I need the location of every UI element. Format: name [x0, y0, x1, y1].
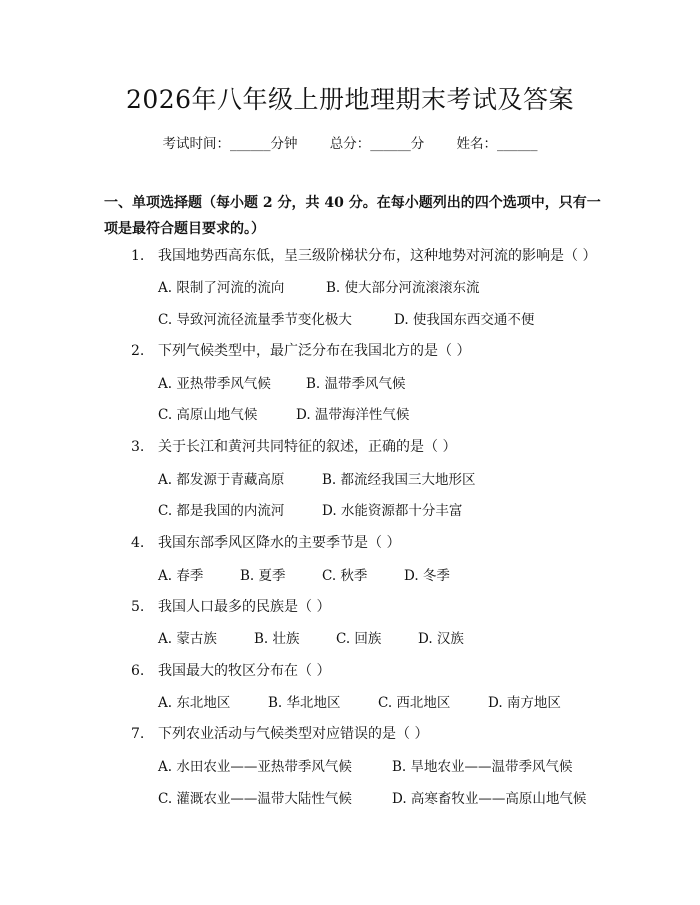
- option: A. 水田农业——亚热带季风气候: [158, 759, 352, 775]
- option-row: [158, 468, 498, 488]
- question-text: 我国东部季风区降水的主要季节是（ ）: [158, 535, 401, 551]
- question-text: 下列农业活动与气候类型对应错误的是（ ）: [158, 726, 429, 742]
- option: C. 导致河流径流量季节变化极大: [158, 312, 352, 328]
- option: C. 高原山地气候: [158, 407, 258, 423]
- total-score-field: 总分：______分: [329, 136, 425, 152]
- option: D. 水能资源都十分丰富: [322, 503, 463, 519]
- option: C. 秋季: [322, 568, 368, 584]
- option-row: [158, 276, 502, 296]
- question-number: 3.: [131, 439, 145, 455]
- page-title: 2026年八年级上册地理期末考试及答案: [125, 85, 575, 114]
- option: D. 汉族: [418, 631, 464, 647]
- question-number: 4.: [131, 535, 145, 551]
- option: B. 华北地区: [268, 695, 341, 711]
- option: A. 都发源于青藏高原: [158, 472, 285, 488]
- option: A. 蒙古族: [158, 631, 217, 647]
- option-row: [158, 308, 556, 328]
- question: [131, 723, 428, 743]
- option: D. 温带海洋性气候: [296, 407, 410, 423]
- option: B. 夏季: [240, 568, 286, 584]
- option-row: [158, 627, 486, 647]
- question-number: 6.: [131, 663, 145, 679]
- option-row: [158, 499, 484, 519]
- exam-info: [0, 132, 700, 152]
- option: C. 灌溉农业——温带大陆性气候: [158, 791, 352, 807]
- question: [131, 660, 330, 680]
- question: [131, 245, 596, 265]
- option-row: [158, 372, 428, 392]
- question-text: 关于长江和黄河共同特征的叙述，正确的是（ ）: [158, 439, 457, 455]
- question: [131, 596, 330, 616]
- option: B. 旱地农业——温带季风气候: [392, 759, 573, 775]
- question: [131, 532, 400, 552]
- option: B. 壮族: [254, 631, 300, 647]
- option: A. 春季: [158, 568, 204, 584]
- option-row: [158, 787, 608, 807]
- question-number: 5.: [131, 599, 145, 615]
- option: A. 亚热带季风气候: [158, 376, 271, 392]
- question-number: 1.: [131, 248, 145, 264]
- question-text: 我国人口最多的民族是（ ）: [158, 599, 331, 615]
- option: A. 东北地区: [158, 695, 231, 711]
- option: A. 限制了河流的流向: [158, 280, 285, 296]
- option: D. 使我国东西交通不便: [394, 312, 535, 328]
- section-heading: 一、单项选择题（每小题 2 分，共 40 分。在每小题列出的四个选项中，只有一项是最符合题目要求的。）: [104, 195, 601, 237]
- option-row: [158, 564, 472, 584]
- exam-time-field: 考试时间：______分钟: [162, 136, 298, 152]
- question-text: 我国最大的牧区分布在（ ）: [158, 663, 331, 679]
- option: B. 都流经我国三大地形区: [322, 472, 476, 488]
- question: [131, 340, 470, 360]
- question-number: 2.: [131, 343, 145, 359]
- option: D. 高寒畜牧业——高原山地气候: [392, 791, 587, 807]
- question-text: 我国地势西高东低，呈三级阶梯状分布，这种地势对河流的影响是（ ）: [158, 248, 597, 264]
- option: C. 西北地区: [378, 695, 451, 711]
- option: D. 南方地区: [488, 695, 561, 711]
- option: B. 温带季风气候: [306, 376, 406, 392]
- option: C. 回族: [336, 631, 382, 647]
- option: B. 使大部分河流滚滚东流: [326, 280, 480, 296]
- question-text: 下列气候类型中，最广泛分布在我国北方的是（ ）: [158, 343, 471, 359]
- option-row: [158, 403, 431, 423]
- option: D. 冬季: [404, 568, 450, 584]
- student-name-field: 姓名：______: [456, 136, 538, 152]
- question-number: 7.: [131, 726, 145, 742]
- option-row: [158, 691, 583, 711]
- question: [131, 436, 456, 456]
- option-row: [158, 755, 595, 775]
- option: C. 都是我国的内流河: [158, 503, 285, 519]
